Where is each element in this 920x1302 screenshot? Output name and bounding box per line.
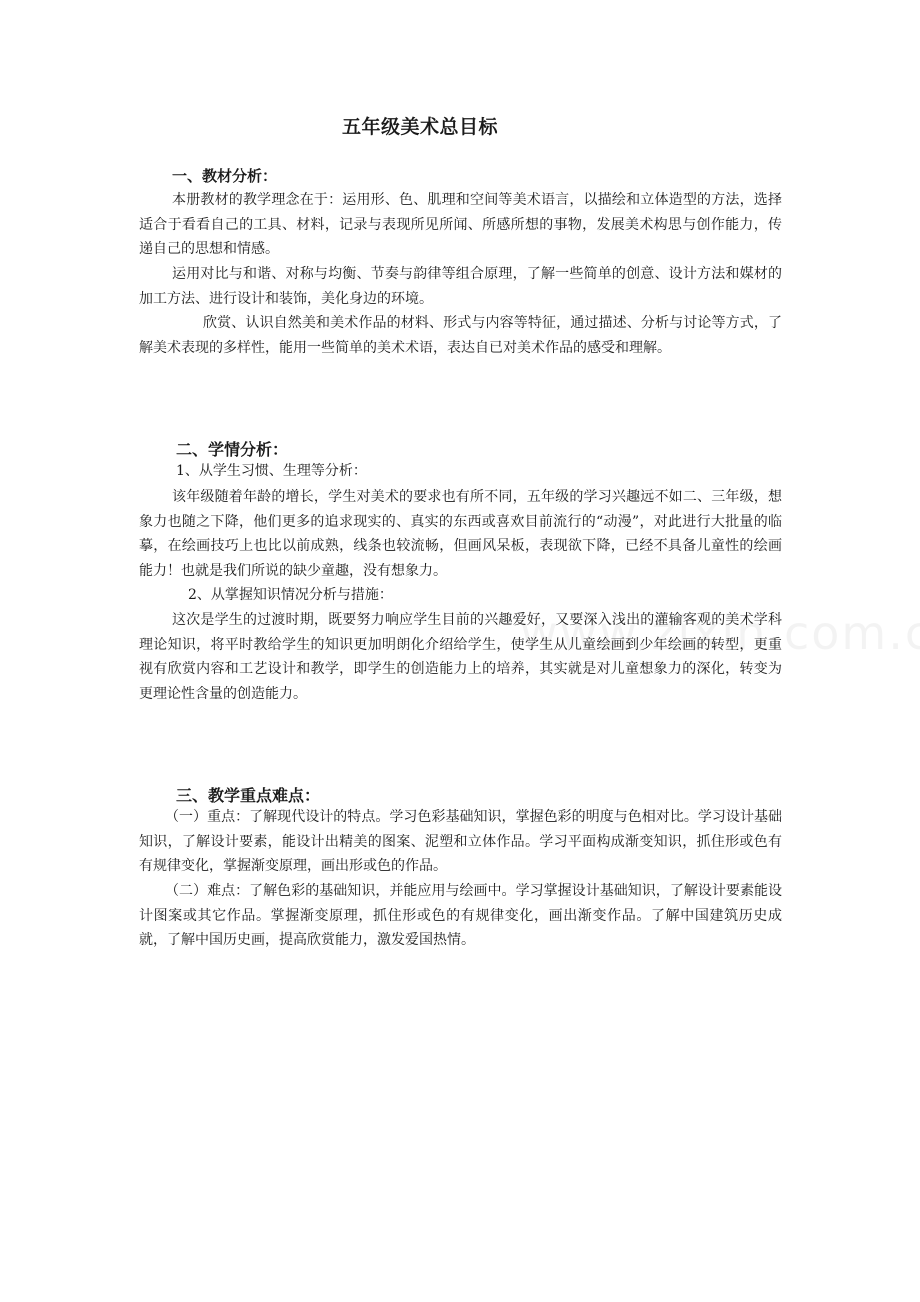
section-heading-student-analysis: 二、学情分析： [176, 440, 289, 459]
paragraph-grade-characteristics: 该年级随着年龄的增长，学生对美术的要求也有所不同，五年级的学习兴趣远不如二、三年级，想象力也随之下降，他们更多的追求现实的、真实的东西或喜欢目前流行的“动漫”，对此进行大批量的临摹，在绘画技巧上也比以前成熟，线条也较流畅，但画风呆板，表现欲下降，已经不具备儿童性的绘画能力！也就是我们所说的缺少童趣，没有想象力。 [139, 489, 782, 579]
subheading-knowledge-measures: 2、从掌握知识情况分析与措施： [188, 587, 393, 603]
paragraph-teaching-concept: 本册教材的教学理念在于：运用形、色、肌理和空间等美术语言，以描绘和立体造型的方法，选择适合于看看自己的工具、材料，记录与表现所见所闻、所感所想的事物，发展美术构思与创作能力，传递自己的思想和情感。 [139, 192, 782, 257]
paragraph-key-points: （一）重点：了解现代设计的特点。学习色彩基础知识，掌握色彩的明度与色相对比。学习设计基础知识，了解设计要素，能设计出精美的图案、泥塑和立体作品。学习平面构成渐变知识，抓住形或色有有规律变化，掌握渐变原理，画出形或色的作品。 [139, 809, 782, 874]
paragraph-composition-principles: 运用对比与和谐、对称与均衡、节奏与韵律等组合原理，了解一些简单的创意、设计方法和媒材的加工方法、进行设计和装饰，美化身边的环境。 [139, 266, 782, 307]
section-heading-key-difficult-points: 三、教学重点难点： [176, 786, 321, 805]
paragraph-transition-period: 这次是学生的过渡时期，既要努力响应学生目前的兴趣爱好，又要深入浅出的灌输客观的美术学科理论知识，将平时教给学生的知识更加明朗化介绍给学生，使学生从儿童绘画到少年绘画的转型，更重视有欣赏内容和工艺设计和教学，即学生的创造能力上的培养，其实就是对儿童想象力的深化，转变为更理论性含量的创造能力。 [139, 612, 782, 702]
document-title: 五年级美术总目标 [341, 116, 498, 138]
paragraph-difficult-points: （二）难点：了解色彩的基础知识，并能应用与绘画中。学习掌握设计基础知识，了解设计要素能设计图案或其它作品。掌握渐变原理，抓住形或色的有规律变化，画出渐变作品。了解中国建筑历史成就，了解中国历史画，提高欣赏能力，激发爱国热情。 [139, 883, 782, 948]
paragraph-appreciation: 欣赏、认识自然美和美术作品的材料、形式与内容等特征，通过描述、分析与讨论等方式，了解美术表现的多样性，能用一些简单的美术术语，表达自已对美术作品的感受和理解。 [139, 315, 782, 356]
subheading-habits-physiology: 1、从学生习惯、生理等分析： [176, 463, 367, 479]
section-heading-textbook-analysis: 一、教材分析： [172, 167, 278, 185]
